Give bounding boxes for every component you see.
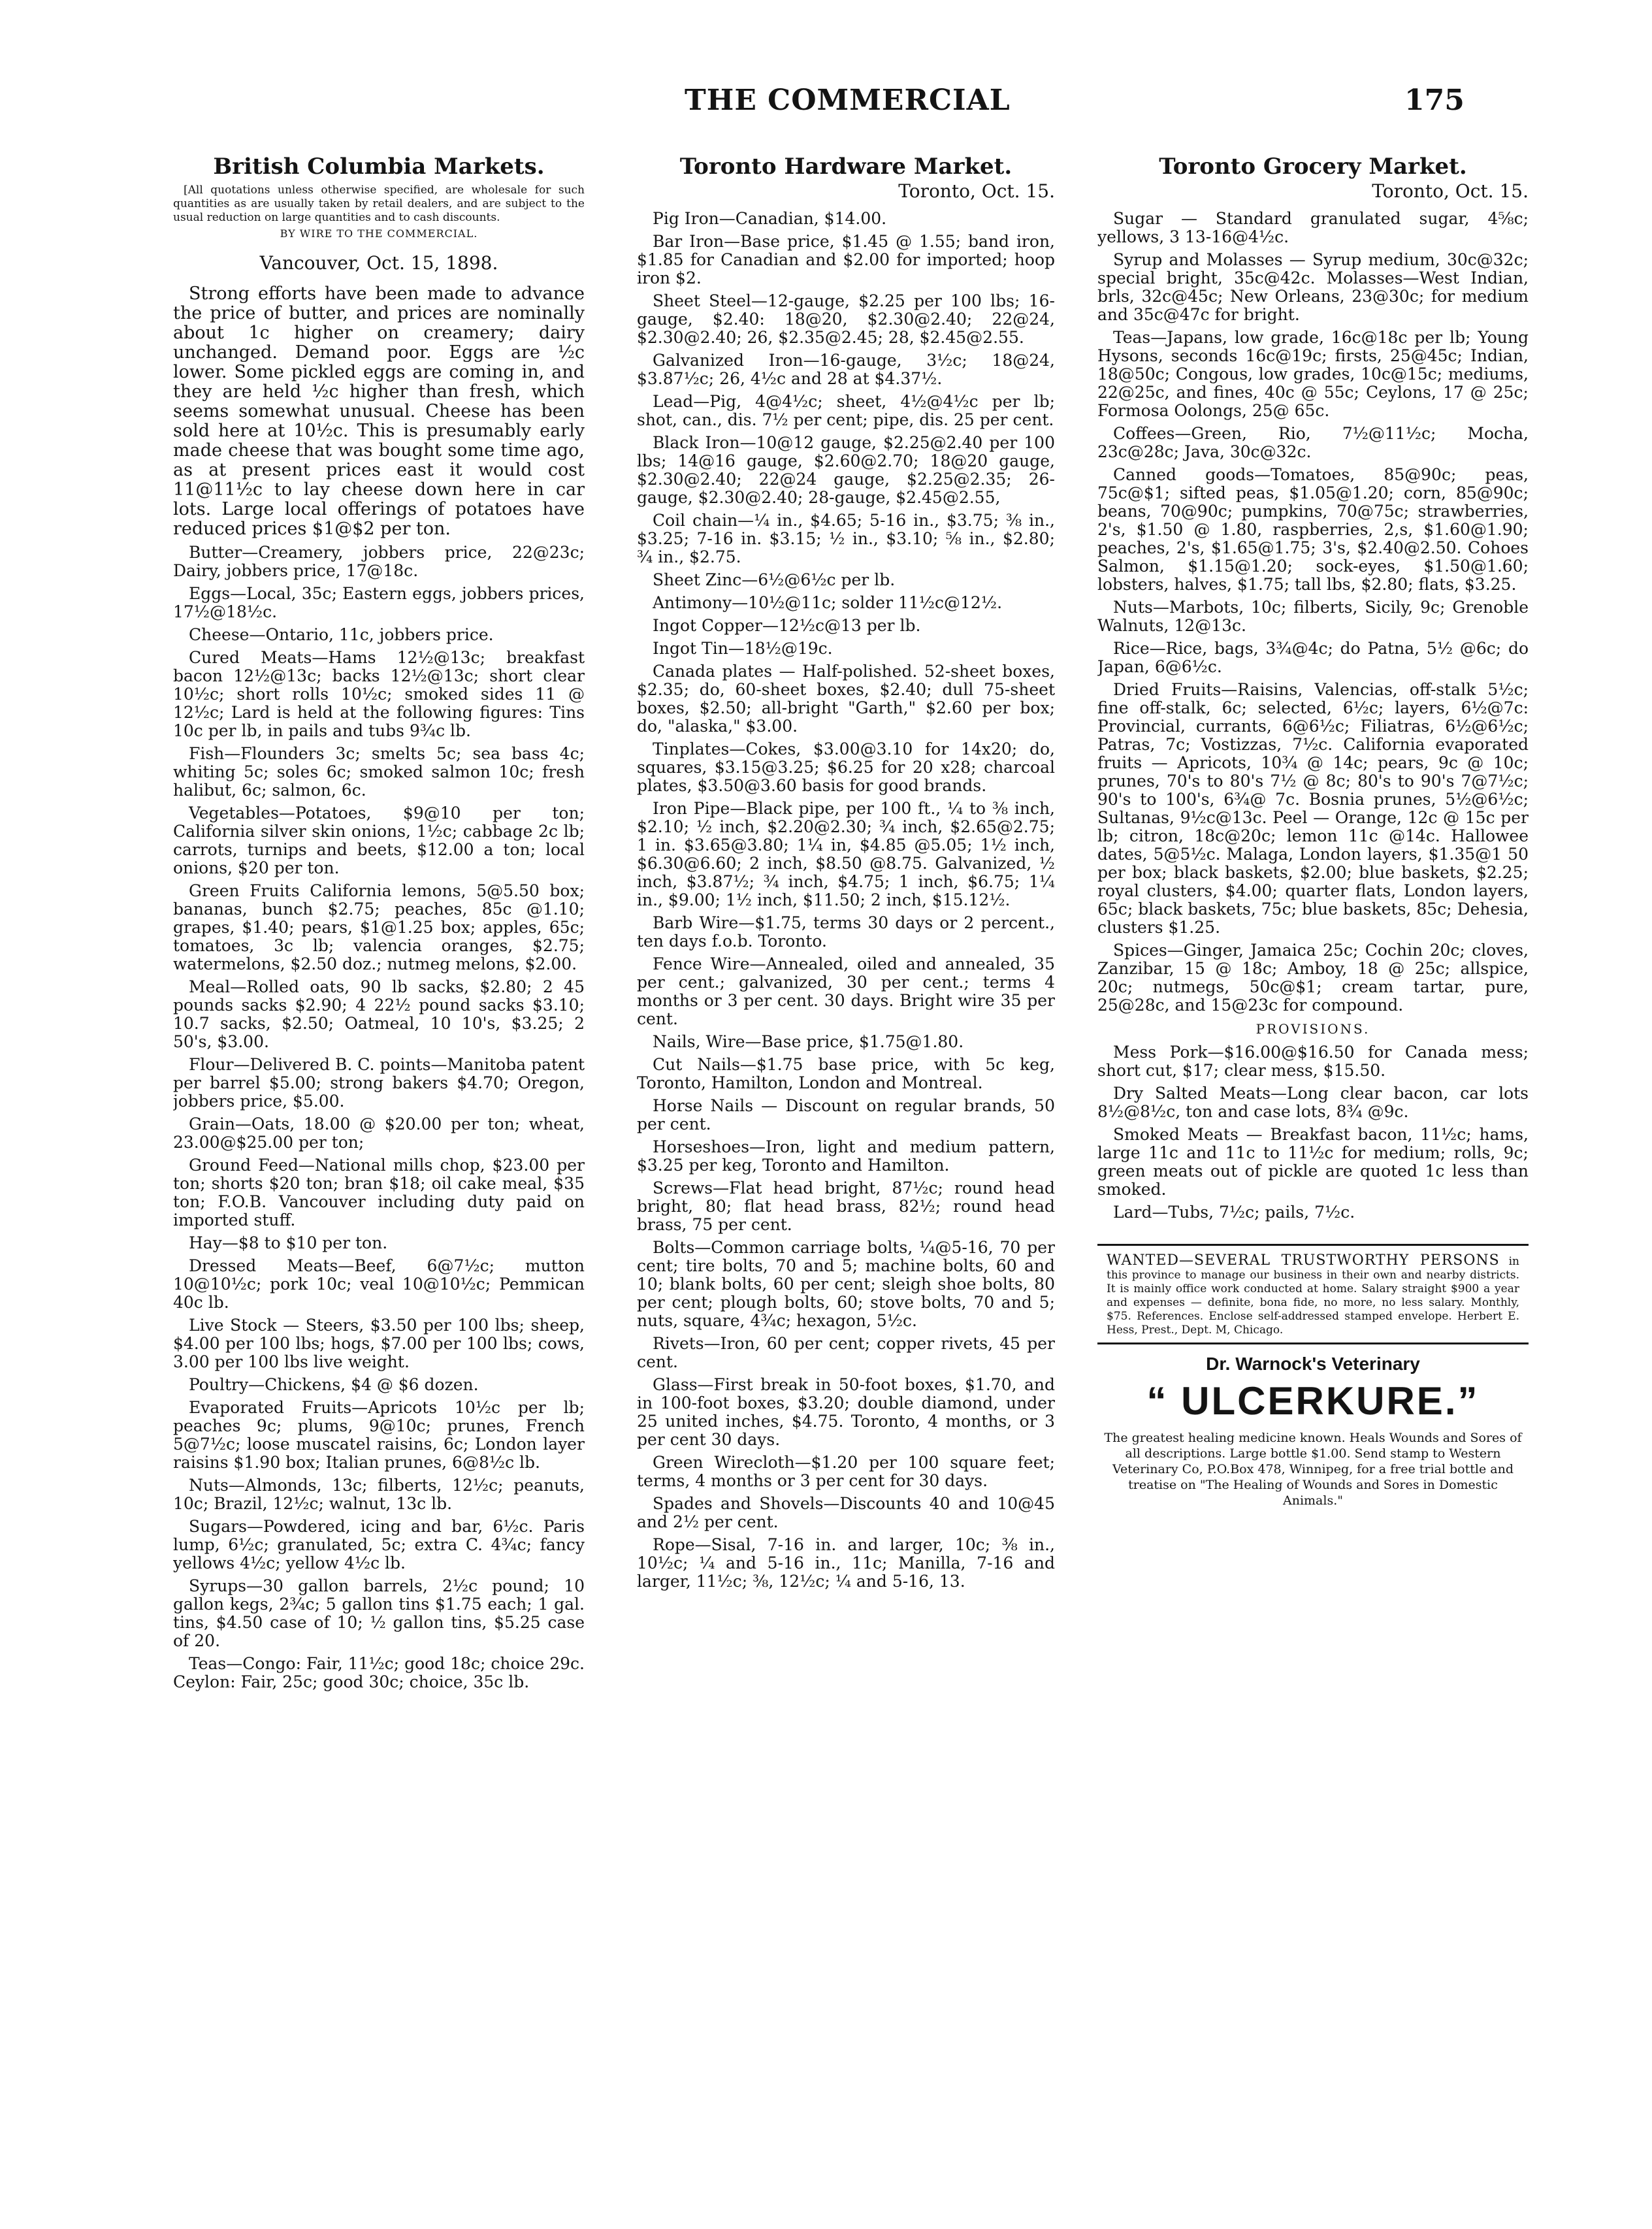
page-number: 175 [1404, 84, 1465, 117]
market-quote: Evaporated Fruits—Apricots 10½c per lb; peaches 9c; plums, 9@10c; prunes, French 5@7½c; loose muscatel raisins, 6c; London layer raisins $1.90 box; Italian prunes, 6@8½c lb. [173, 1398, 585, 1472]
market-quote: Iron Pipe—Black pipe, per 100 ft., ¼ to ⅜ inch, $2.10; ½ inch, $2.20@2.30; ¾ inch, $2.65@2.75; 1 in. $3.65@3.80; 1¼ in, $4.85 @5.05; 1½ inch, $6.30@6.60; 2 inch, $8.50 @8.75. Galvanized, ½ inch, $3.87½; ¾ inch, $4.75; 1 inch, $6.75; 1¼ in., $9.00; 1½ inch, $11.50; 2 inch, $15.12½. [637, 799, 1055, 909]
wanted-advertisement [1097, 1244, 1529, 1344]
ulcerkure-ad-title: Dr. Warnock's Veterinary [1206, 1354, 1420, 1374]
bc-markets-entries [173, 284, 585, 1691]
market-quote: Eggs—Local, 35c; Eastern eggs, jobbers prices, 17½@18½c. [173, 584, 585, 621]
market-quote: Mess Pork—$16.00@$16.50 for Canada mess; short cut, $17; clear mess, $15.50. [1097, 1043, 1529, 1080]
market-quote: Antimony—10½@11c; solder 11½c@12½. [653, 593, 1003, 612]
market-quote: Nails, Wire—Base price, $1.75@1.80. [653, 1032, 964, 1051]
market-quote: Sheet Steel—12-gauge, $2.25 per 100 lbs; 16-gauge, $2.40: 18@20, $2.30@2.40; 22@24, $2.30@2.40; 26, $2.35@2.45; 28, $2.45@2.55. [637, 291, 1055, 347]
bc-markets-heading: British Columbia Markets. [213, 154, 545, 180]
market-quote: Syrups—30 gallon barrels, 2½c pound; 10 gallon kegs, 2¾c; 5 gallon tins $1.75 each; 1 gal. tins, $4.50 case of 10; ½ gallon tins, $5.25 case of 20. [173, 1576, 585, 1650]
market-quote: Sheet Zinc—6½@6½c per lb. [653, 570, 896, 589]
market-quote: Black Iron—10@12 gauge, $2.25@2.40 per 100 lbs; 14@16 gauge, $2.60@2.70; 18@20 gauge, $2.30@2.40; 22@24 gauge, $2.25@2.35; 26-gauge, $2.30@2.40; 28-gauge, $2.45@2.55, [637, 433, 1055, 507]
toronto-hardware-dateline: Toronto, Oct. 15. [898, 180, 1055, 202]
wanted-ad-lead: WANTED—SEVERAL TRUSTWORTHY PERSONS [1107, 1252, 1500, 1269]
market-quote: Cheese—Ontario, 11c, jobbers price. [189, 625, 494, 644]
market-quote: Glass—First break in 50-foot boxes, $1.70, and in 100-foot boxes, $3.20; double diamond, under 25 united inches, $4.75. Toronto, 4 months, or 3 per cent 30 days. [637, 1375, 1055, 1449]
market-quote: Coffees—Green, Rio, 7½@11½c; Mocha, 23c@28c; Java, 30c@32c. [1097, 424, 1529, 461]
market-quote: Spades and Shovels—Discounts 40 and 10@45 and 2½ per cent. [637, 1494, 1055, 1531]
ulcerkure-product-name: “ ULCERKURE.” [1146, 1379, 1480, 1423]
market-quote: Meal—Rolled oats, 90 lb sacks, $2.80; 2 45 pounds sacks $2.90; 4 22½ pound sacks $3.10; 10.7 sacks, $2.50; Oatmeal, 10 10's, $3.25; 2 50's, $3.00. [173, 977, 585, 1051]
market-quote: Sugar — Standard granulated sugar, 4⅝c; yellows, 3 13-16@4½c. [1097, 209, 1529, 246]
market-quote: Spices—Ginger, Jamaica 25c; Cochin 20c; cloves, Zanzibar, 15 @ 18c; Amboy, 18 @ 25c; allspice, 20c; nutmegs, 50c@$1; cream tartar, pure, 25@28c, and 15@23c for compound. [1097, 941, 1529, 1015]
market-quote: Horseshoes—Iron, light and medium pattern, $3.25 per keg, Toronto and Hamilton. [637, 1137, 1055, 1175]
provisions-heading: PROVISIONS. [1255, 1021, 1370, 1037]
market-quote: Screws—Flat head bright, 87½c; round head bright, 80; flat head brass, 82½; round head brass, 75 per cent. [637, 1179, 1055, 1234]
wanted-ad-body: in this province to manage our business in their own and nearby districts. It is mainly office work conducted at home. Salary straight $900 a year and expenses — definite, bona fide, no more, no less salary. Monthly, $75. References. Enclose self-addressed stamped envelope. Herbert E. Hess, Prest., Dept. M, Chicago. [1107, 1255, 1519, 1337]
market-quote: Green Fruits California lemons, 5@5.50 box; bananas, bunch $2.75; peaches, 85c @1.10; grapes, $1.40; pears, $1@1.25 box; apples, 65c; tomatoes, 3c lb; valencia oranges, $2.75; watermelons, $2.50 doz.; nutmeg melons, $2.00. [173, 881, 585, 973]
provisions-entries [1097, 1043, 1529, 1222]
page-header [0, 84, 1652, 136]
ulcerkure-advertisement [1097, 1354, 1529, 1508]
market-quote: Ground Feed—National mills chop, $23.00 per ton; shorts $20 ton; bran $18; oil cake meal, $35 ton; F.O.B. Vancouver including duty paid on imported stuff. [173, 1156, 585, 1229]
toronto-grocery-dateline: Toronto, Oct. 15. [1372, 180, 1529, 202]
toronto-hardware-heading: Toronto Hardware Market. [679, 154, 1012, 180]
market-quote: Nuts—Marbots, 10c; filberts, Sicily, 9c; Grenoble Walnuts, 12@13c. [1097, 598, 1529, 635]
market-quote: Fence Wire—Annealed, oiled and annealed, 35 per cent.; galvanized, 30 per cent.; terms 4 months or 3 per cent. 30 days. Bright wire 35 per cent. [637, 954, 1055, 1028]
market-quote: Green Wirecloth—$1.20 per 100 square feet; terms, 4 months or 3 per cent for 30 days. [637, 1453, 1055, 1490]
market-quote: Pig Iron—Canadian, $14.00. [653, 209, 887, 228]
market-quote: Ingot Tin—18½@19c. [653, 639, 833, 658]
bc-markets-dateline: Vancouver, Oct. 15, 1898. [259, 252, 498, 274]
market-quote: Galvanized Iron—16-gauge, 3½c; 18@24, $3.87½c; 26, 4½c and 28 at $4.37½. [637, 351, 1055, 388]
market-quote: Vegetables—Potatoes, $9@10 per ton; California silver skin onions, 1½c; cabbage 2c lb; carrots, turnips and beets, $12.00 a ton; local onions, $20 per ton. [173, 804, 585, 877]
bc-markets-column [173, 154, 585, 2205]
market-quote: Lard—Tubs, 7½c; pails, 7½c. [1113, 1203, 1355, 1222]
market-quote: Syrup and Molasses — Syrup medium, 30c@32c; special bright, 35c@42c. Molasses—West Indian, brls, 32c@45c; New Orleans, 23@30c; for medium and 35c@47c for bright. [1097, 250, 1529, 324]
market-quote: Canada plates — Half-polished. 52-sheet boxes, $2.35; do, 60-sheet boxes, $2.40; dull 75-sheet boxes, $2.50; all-bright "Garth," $2.60 per box; do, "alaska," $3.00. [637, 662, 1055, 736]
market-quote: Cut Nails—$1.75 base price, with 5c keg, Toronto, Hamilton, London and Montreal. [637, 1055, 1055, 1092]
market-quote: Butter—Creamery, jobbers price, 22@23c; Dairy, jobbers price, 17@18c. [173, 543, 585, 580]
market-quote: Strong efforts have been made to advance the price of butter, and prices are nominally about 1c higher on creamery; dairy unchanged. Demand poor. Eggs are ½c lower. Some pickled eggs are coming in, and they are held ½c higher than fresh, which seems somewhat unusual. Cheese has been sold here at 10½c. This is presumably early made cheese that was bought some time ago, as at present prices east it would cost 11@11½c to lay cheese down here in car lots. Large local offerings of potatoes have reduced prices $1@$2 per ton. [173, 284, 585, 539]
toronto-hardware-column [637, 154, 1055, 2205]
market-quote: Lead—Pig, 4@4½c; sheet, 4½@4½c per lb; shot, can., dis. 7½ per cent; pipe, dis. 25 per cent. [637, 392, 1055, 429]
market-quote: Barb Wire—$1.75, terms 30 days or 2 percent., ten days f.o.b. Toronto. [637, 913, 1055, 951]
market-quote: Fish—Flounders 3c; smelts 5c; sea bass 4c; whiting 5c; soles 6c; smoked salmon 10c; fresh halibut, 6c; salmon, 6c. [173, 744, 585, 800]
market-quote: Dried Fruits—Raisins, Valencias, off-stalk 5½c; fine off-stalk, 6c; selected, 6½c; layers, 6½@7c: Provincial, currants, 6@6½c; Filiatras, 6½@6½c; Patras, 7c; Vostizzas, 7½c. California evaporated fruits — Apricots, 10¾ @ 14c; pears, 9c @ 10c; prunes, 70's to 80's 7½ @ 8c; 80's to 90's 7@7½c; 90's to 100's, 6¾@ 7c. Bosnia prunes, 5½@6½c; Sultanas, 9½c@13c. Peel — Orange, 12c @ 15c per lb; citron, 18c@20c; lemon 11c @14c. Hallowee dates, 5@5½c. Malaga, London layers, $1.35@1 50 per box; black baskets, $2.00; blue baskets, $2.25; royal clusters, $4.00; quarter flats, London layers, 65c; black baskets, 75c; blue baskets, 85c; Dehesia, clusters $1.25. [1097, 680, 1529, 937]
toronto-grocery-column [1097, 154, 1529, 2205]
page-title: THE COMMERCIAL [685, 84, 1011, 117]
market-quote: Canned goods—Tomatoes, 85@90c; peas, 75c@$1; sifted peas, $1.05@1.20; corn, 85@90c; beans, 70@90c; pumpkins, 70@75c; strawberries, 2's, $1.50 @ 1.80, raspberries, 2,s, $1.60@1.90; peaches, 2's, $1.65@1.75; 3's, $2.40@2.50. Cohoes Salmon, $1.15@1.20; sock-eyes, $1.50@1.60; lobsters, halves, $1.75; tall lbs, $2.80; flats, $3.25. [1097, 465, 1529, 594]
market-quote: Sugars—Powdered, icing and bar, 6½c. Paris lump, 6½c; granulated, 5c; extra C. 4¾c; fancy yellows 4½c; yellow 4½c lb. [173, 1517, 585, 1572]
market-quote: Teas—Japans, low grade, 16c@18c per lb; Young Hysons, seconds 16c@19c; firsts, 25@45c; Indian, 18@50c; Congous, low grades, 10c@15c; mediums, 22@25c, and fines, 40c @ 55c; Ceylons, 17 @ 25c; Formosa Oolongs, 25@ 65c. [1097, 328, 1529, 420]
market-quote: Poultry—Chickens, $4 @ $6 dozen. [189, 1375, 479, 1394]
bc-markets-note: [All quotations unless otherwise specified, are wholesale for such quantities as are usually taken by retail dealers, and are subject to the usual reduction on large quantities and to cash discounts. [173, 184, 585, 224]
market-quote: Dry Salted Meats—Long clear bacon, car lots 8½@8½c, ton and case lots, 8¾ @9c. [1097, 1084, 1529, 1121]
market-quote: Tinplates—Cokes, $3.00@3.10 for 14x20; do, squares, $3.15@3.25; $6.25 for 20 x28; charcoal plates, $3.50@3.60 basis for good brands. [637, 740, 1055, 795]
market-quote: Bolts—Common carriage bolts, ¼@5-16, 70 per cent; tire bolts, 70 and 5; machine bolts, 60 and 10; blank bolts, 60 per cent; sleigh shoe bolts, 80 per cent; plough bolts, 60; stove bolts, 70 and 5; nuts, square, 4¾c; hexagon, 5½c. [637, 1238, 1055, 1330]
market-quote: Rivets—Iron, 60 per cent; copper rivets, 45 per cent. [637, 1334, 1055, 1371]
wanted-ad-text [1107, 1254, 1519, 1337]
market-quote: Nuts—Almonds, 13c; filberts, 12½c; peanuts, 10c; Brazil, 12½c; walnut, 13c lb. [173, 1476, 585, 1513]
market-quote: Rope—Sisal, 7-16 in. and larger, 10c; ⅜ in., 10½c; ¼ and 5-16 in., 11c; Manilla, 7-16 and larger, 11½c; ⅜, 12½c; ¼ and 5-16, 13. [637, 1535, 1055, 1591]
toronto-grocery-entries [1097, 210, 1529, 1015]
market-quote: Grain—Oats, 18.00 @ $20.00 per ton; wheat, 23.00@$25.00 per ton; [173, 1114, 585, 1152]
market-quote: Horse Nails — Discount on regular brands, 50 per cent. [637, 1096, 1055, 1133]
market-quote: Smoked Meats — Breakfast bacon, 11½c; hams, large 11c and 11c to 11½c for medium; rolls, 9c; green meats out of pickle are quoted 1c less than smoked. [1097, 1125, 1529, 1199]
toronto-grocery-heading: Toronto Grocery Market. [1159, 154, 1467, 180]
market-quote: Bar Iron—Base price, $1.45 @ 1.55; band iron, $1.85 for Canadian and $2.00 for imported; hoop iron $2. [637, 232, 1055, 287]
market-quote: Ingot Copper—12½c@13 per lb. [653, 616, 921, 635]
toronto-hardware-entries [637, 210, 1055, 1591]
ulcerkure-ad-body: The greatest healing medicine known. Heals Wounds and Sores of all descriptions. Large bottle $1.00. Send stamp to Western Veterinary Co, P.O.Box 478, Winnipeg, for a free trial bottle and treatise on "The Healing of Wounds and Sores in Domestic Animals." [1104, 1431, 1522, 1508]
bc-markets-byline: BY WIRE TO THE COMMERCIAL. [280, 227, 478, 240]
market-quote: Hay—$8 to $10 per ton. [189, 1233, 388, 1252]
market-quote: Cured Meats—Hams 12½@13c; breakfast bacon 12½@13c; backs 12½@13c; short clear 10½c; short rolls 10½c; smoked sides 11 @ 12½c; Lard is held at the following figures: Tins 10c per lb, in pails and tubs 9¾c lb. [173, 648, 585, 740]
market-quote: Flour—Delivered B. C. points—Manitoba patent per barrel $5.00; strong bakers $4.70; Oregon, jobbers price, $5.00. [173, 1055, 585, 1111]
market-quote: Coil chain—¼ in., $4.65; 5-16 in., $3.75; ⅜ in., $3.25; 7-16 in. $3.15; ½ in., $3.10; ⅝ in., $2.80; ¾ in., $2.75. [637, 511, 1055, 566]
market-quote: Live Stock — Steers, $3.50 per 100 lbs; sheep, $4.00 per 100 lbs; hogs, $7.00 per 100 lbs; cows, 3.00 per 100 lbs live weight. [173, 1316, 585, 1371]
market-quote: Rice—Rice, bags, 3¾@4c; do Patna, 5½ @6c; do Japan, 6@6½c. [1097, 639, 1529, 676]
market-quote: Dressed Meats—Beef, 6@7½c; mutton 10@10½c; pork 10c; veal 10@10½c; Pemmican 40c lb. [173, 1256, 585, 1312]
market-quote: Teas—Congo: Fair, 11½c; good 18c; choice 29c. Ceylon: Fair, 25c; good 30c; choice, 35c lb. [173, 1654, 585, 1691]
